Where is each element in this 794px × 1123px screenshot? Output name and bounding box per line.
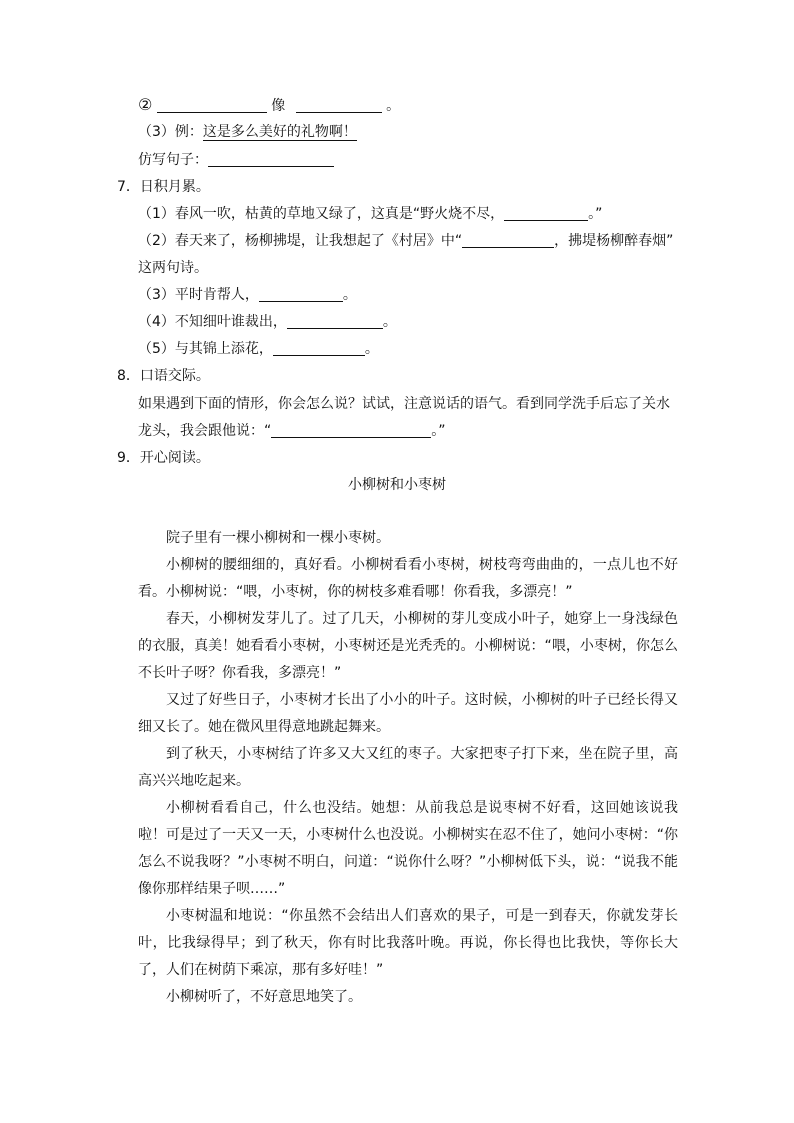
q8-line2-end: 。” bbox=[431, 423, 446, 439]
q8-answer-blank[interactable] bbox=[271, 423, 431, 438]
q7-item2-blank[interactable] bbox=[462, 233, 554, 248]
q6-item2-like-text: 像 bbox=[271, 98, 286, 114]
story-paragraph: 小柳树听了，不好意思地笑了。 bbox=[166, 989, 362, 1005]
q6-imitate-blank[interactable] bbox=[208, 152, 334, 167]
q7-item1-text: （1）春风一吹，枯黄的草地又绿了，这真是“野火烧不尽， bbox=[138, 206, 505, 222]
q7-item5-text: （5）与其锦上添花， bbox=[138, 341, 273, 357]
q7-item5-blank[interactable] bbox=[273, 341, 365, 356]
story-paragraph: 小枣树温和地说：“你虽然不会结出人们喜欢的果子，可是一到春天，你就发芽长叶，比我绿得早；到了秋天，你有时比我落叶晚。再说，你长得也比我快，等你长大了，人们在树荫下乘凉，那有多好哇！” bbox=[138, 908, 678, 978]
q7-item2-cont: 这两句诗。 bbox=[138, 260, 208, 276]
q7-item1 bbox=[138, 204, 602, 224]
q7-item4-text: （4）不知细叶谁裁出， bbox=[138, 314, 287, 330]
q6-item3 bbox=[138, 122, 357, 142]
story-body bbox=[138, 525, 678, 1011]
q7-item2 bbox=[138, 231, 673, 251]
q6-imitate-label: 仿写句子： bbox=[138, 152, 208, 168]
q7-item4-blank[interactable] bbox=[287, 314, 383, 329]
q7-item5-end: 。 bbox=[364, 341, 379, 357]
q7-item3-blank[interactable] bbox=[259, 287, 343, 302]
q6-item3-example-sentence: 这是多么美好的礼物啊！ bbox=[202, 124, 357, 140]
q7-item5 bbox=[138, 339, 379, 359]
q7-item2-text: （2）春天来了，杨柳拂堤，让我想起了《村居》中“ bbox=[138, 233, 463, 249]
q7-item3-text: （3）平时肯帮人， bbox=[138, 287, 259, 303]
story-paragraph: 小柳树的腰细细的，真好看。小柳树看看小枣树，树枝弯弯曲曲的，一点儿也不好看。小柳树说：“喂，小枣树，你的树枝多难看哪！你看我，多漂亮！” bbox=[138, 557, 678, 600]
q7-item2-end: ，拂堤杨柳醉春烟” bbox=[554, 233, 674, 249]
q8-line1: 如果遇到下面的情形，你会怎么说？试试，注意说话的语气。看到同学洗手后忘了关水 bbox=[138, 396, 670, 412]
story-paragraph: 春天，小柳树发芽儿了。过了几天，小柳树的芽儿变成小叶子，她穿上一身浅绿色的衣服，真美！她看看小枣树，小枣树还是光秃秃的。小柳树说：“喂，小枣树，你怎么不长叶子呀？你看我，多漂亮！” bbox=[138, 611, 678, 681]
story-paragraph: 到了秋天，小枣树结了许多又大又红的枣子。大家把枣子打下来，坐在院子里，高高兴兴地吃起来。 bbox=[138, 746, 678, 789]
q7-heading: 7．日积月累。 bbox=[117, 179, 210, 195]
q7-item1-end: 。” bbox=[588, 206, 603, 222]
story-paragraph: 院子里有一棵小柳树和一棵小枣树。 bbox=[166, 530, 390, 546]
q6-item2-blank-2[interactable] bbox=[296, 98, 382, 113]
q6-item2 bbox=[138, 95, 400, 116]
q6-item3-label: （3）例： bbox=[138, 124, 203, 140]
circled-number-2: ② bbox=[138, 95, 153, 114]
story-paragraph: 小柳树看看自己，什么也没结。她想：从前我总是说枣树不好看，这回她该说我啦！可是过了一天又一天，小枣树什么也没说。小柳树实在忍不住了，她问小枣树：“你怎么不说我呀？”小枣树不明白，问道：“说你什么呀？”小柳树低下头，说：“说我不能像你那样结果子呗……” bbox=[138, 800, 678, 897]
q7-item3 bbox=[138, 285, 357, 305]
q7-item4-end: 。 bbox=[382, 314, 397, 330]
q6-item2-period: 。 bbox=[386, 98, 401, 114]
q7-item3-end: 。 bbox=[342, 287, 357, 303]
q7-item4 bbox=[138, 312, 397, 332]
story-paragraph: 又过了好些日子，小枣树才长出了小小的叶子。这时候，小柳树的叶子已经长得又细又长了。她在微风里得意地跳起舞来。 bbox=[138, 692, 678, 735]
q6-item2-blank-1[interactable] bbox=[157, 98, 267, 113]
q8-heading: 8．口语交际。 bbox=[117, 368, 210, 384]
story-title: 小柳树和小枣树 bbox=[348, 477, 446, 493]
q6-imitate-line bbox=[138, 150, 334, 170]
q7-item1-blank[interactable] bbox=[504, 206, 588, 221]
q8-line2 bbox=[138, 421, 446, 441]
q8-line2-text: 龙头，我会跟他说：“ bbox=[138, 423, 272, 439]
q9-heading: 9．开心阅读。 bbox=[117, 450, 210, 466]
